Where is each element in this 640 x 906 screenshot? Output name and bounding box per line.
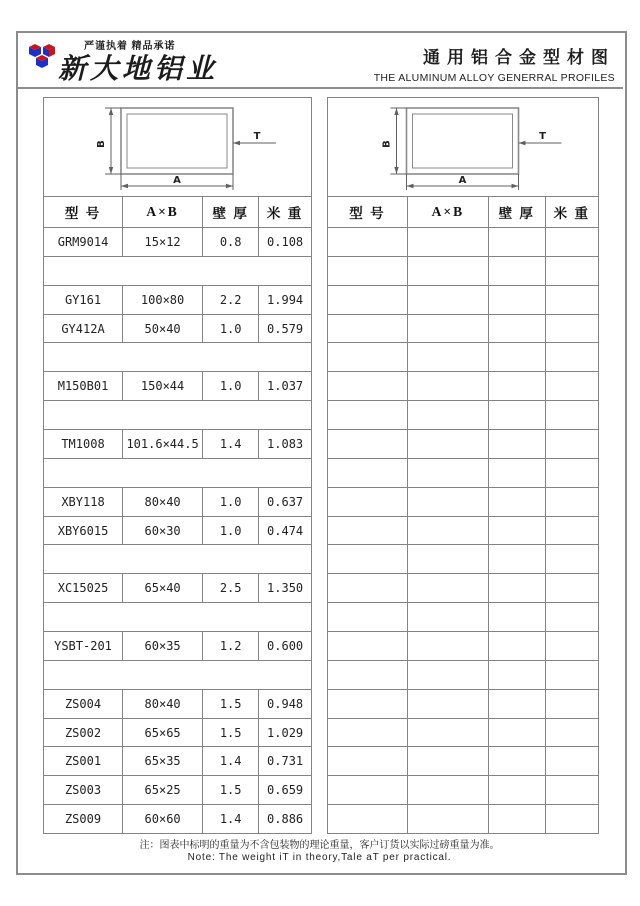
table-row-blank [44, 545, 311, 574]
logo-cube-3 [36, 55, 48, 68]
table-cell-weight [546, 661, 598, 689]
table-cell-axb: 60×60 [123, 805, 203, 833]
table-cell-axb [408, 459, 489, 487]
inner-profile-rect [413, 114, 513, 168]
table-cell-model [328, 315, 408, 343]
table-cell-model: XC15025 [44, 574, 123, 602]
table-row-empty [328, 459, 598, 488]
table-row-empty [328, 517, 598, 546]
table-cell-weight [546, 343, 598, 371]
table-cell-wall [489, 747, 546, 775]
table-cell-model [328, 459, 408, 487]
table-cell-weight: 0.108 [267, 234, 304, 249]
table-cell-wall: 1.2 [203, 632, 259, 660]
inner-profile-rect [127, 114, 227, 168]
table-row-empty [328, 430, 598, 459]
table-cell-wall [489, 776, 546, 804]
table-row-empty [328, 315, 598, 344]
column-header-axb: A×B [123, 197, 203, 227]
table-cell-weight [546, 372, 598, 400]
table-body [328, 228, 598, 833]
table-cell-wall [489, 315, 546, 343]
table-cell-weight: 1.037 [267, 379, 304, 394]
table-cell-wall [489, 257, 546, 285]
table-cell-wall: 2.5 [203, 574, 259, 602]
column-header-wall: 壁 厚 [203, 197, 259, 227]
table-row [44, 372, 311, 401]
table-cell-model [328, 661, 408, 689]
table-row-empty [328, 776, 598, 805]
table-cell-model: M150B01 [44, 372, 123, 400]
table-row [44, 574, 311, 603]
table-header-row [44, 197, 311, 228]
outer-profile-rect [407, 108, 519, 174]
table-cell-wall [489, 632, 546, 660]
table-cell-axb: 65×40 [123, 574, 203, 602]
table-cell-model [328, 228, 408, 256]
table-cell-weight: 0.659 [267, 783, 304, 798]
table-row-empty [328, 401, 598, 430]
table-row-empty [328, 719, 598, 748]
table-cell-axb: 65×65 [123, 719, 203, 747]
note-chinese: 注：图表中标明的重量为不含包装物的理论重量，客户订货以实际过磅重量为准。 [139, 840, 500, 851]
table-cell-weight [546, 719, 598, 747]
table-cell-weight: 1.083 [267, 436, 304, 451]
table-cell-weight [546, 257, 598, 285]
table-cell-axb [408, 719, 489, 747]
dim-label-a: A [173, 175, 181, 186]
table-cell-model [328, 286, 408, 314]
table-cell-wall: 1.5 [203, 690, 259, 718]
table-cell-model: XBY118 [44, 488, 123, 516]
table-cell-wall [489, 372, 546, 400]
table-row-empty [328, 574, 598, 603]
table-cell-model: ZS009 [44, 805, 123, 833]
table-cell-weight [546, 690, 598, 718]
table-cell-wall [489, 401, 546, 429]
table-row-empty [328, 228, 598, 257]
table-cell-weight [546, 574, 598, 602]
table-cell-axb: 80×40 [123, 488, 203, 516]
table-cell-weight [546, 603, 598, 631]
table-cell-weight: 0.637 [267, 494, 304, 509]
table-cell-weight [546, 545, 598, 573]
table-cell-wall: 1.4 [203, 747, 259, 775]
table-row-blank [44, 401, 311, 430]
table-cell-axb [408, 343, 489, 371]
table-cell-model [328, 401, 408, 429]
document-title-block [374, 43, 615, 84]
table-row-empty [328, 603, 598, 632]
table-row-blank [44, 343, 311, 372]
table-row-empty [328, 661, 598, 690]
table-cell-model [328, 372, 408, 400]
note-english: Note: The weight iT in theory,Tale aT per practical. [187, 852, 452, 863]
table-cell-axb: 101.6×44.5 [123, 430, 203, 458]
table-cell-model: ZS004 [44, 690, 123, 718]
dim-height-b [105, 108, 121, 174]
table-cell-weight: 0.731 [267, 754, 304, 769]
table-row-empty [328, 343, 598, 372]
table-row [44, 776, 311, 805]
table-cell-weight [546, 459, 598, 487]
table-cell-weight: 0.948 [267, 696, 304, 711]
table-cell-weight: 1.994 [267, 292, 304, 307]
table-cell-model [328, 747, 408, 775]
table-cell-axb: 65×35 [123, 747, 203, 775]
table-cell-axb [408, 401, 489, 429]
table-cell-model [328, 776, 408, 804]
table-cell-axb [408, 603, 489, 631]
table-row-empty [328, 488, 598, 517]
table-row-blank [44, 661, 311, 690]
table-cell-model: GY412A [44, 315, 123, 343]
table-row [44, 805, 311, 833]
table-cell-axb [408, 776, 489, 804]
column-header-model: 型 号 [328, 197, 408, 227]
table-cell-model: ZS001 [44, 747, 123, 775]
table-cell-wall: 1.0 [203, 517, 259, 545]
table-cell-wall: 1.0 [203, 372, 259, 400]
table-cell-axb [408, 517, 489, 545]
table-row [44, 747, 311, 776]
table-cell-model [328, 805, 408, 833]
table-cell-model: YSBT-201 [44, 632, 123, 660]
table-cell-axb [408, 372, 489, 400]
table-cell-model [328, 257, 408, 285]
table-cell-weight: 0.600 [267, 638, 304, 653]
table-cell-wall [489, 805, 546, 833]
table-cell-wall: 1.5 [203, 776, 259, 804]
table-row-empty [328, 632, 598, 661]
table-cell-weight [546, 401, 598, 429]
table-cell-weight [546, 747, 598, 775]
table-cell-model: ZS002 [44, 719, 123, 747]
table-cell-weight [546, 430, 598, 458]
rect-tube-diagram [44, 98, 311, 196]
table-cell-wall [489, 430, 546, 458]
table-cell-axb [408, 690, 489, 718]
header-band [16, 31, 623, 89]
table-row-blank [44, 603, 311, 632]
column-header-model: 型 号 [44, 197, 123, 227]
table-cell-weight [546, 632, 598, 660]
table-row [44, 517, 311, 546]
table-cell-axb [408, 661, 489, 689]
table-cell-wall [489, 719, 546, 747]
table-cell-wall [489, 459, 546, 487]
logo-cube-2 [43, 44, 55, 57]
table-cell-wall [489, 690, 546, 718]
table-cell-wall [489, 286, 546, 314]
table-row [44, 488, 311, 517]
table-cell-axb [408, 488, 489, 516]
table-cell-axb [408, 545, 489, 573]
table-cell-wall: 1.4 [203, 805, 259, 833]
table-cell-weight: 0.474 [267, 523, 304, 538]
table-cell-axb [408, 228, 489, 256]
table-cell-model [328, 517, 408, 545]
table-cell-weight [546, 488, 598, 516]
dim-label-t: T [539, 131, 546, 142]
table-cell-weight: 0.886 [267, 812, 304, 827]
table-cell-wall [489, 603, 546, 631]
table-cell-wall: 2.2 [203, 286, 259, 314]
table-cell-axb: 60×35 [123, 632, 203, 660]
rect-tube-diagram [328, 98, 598, 196]
table-cell-wall: 1.0 [203, 488, 259, 516]
table-cell-model [328, 603, 408, 631]
table-cell-model: GY161 [44, 286, 123, 314]
table-cell-wall: 1.4 [203, 430, 259, 458]
table-cell-axb [408, 574, 489, 602]
table-row [44, 690, 311, 719]
table-cell-axb: 60×30 [123, 517, 203, 545]
table-cell-wall: 1.0 [203, 315, 259, 343]
table-cell-weight [546, 315, 598, 343]
column-header-wall: 壁 厚 [489, 197, 546, 227]
table-cell-model [328, 545, 408, 573]
table-row-empty [328, 545, 598, 574]
table-row-empty [328, 372, 598, 401]
page-subtitle: THE ALUMINUM ALLOY GENERRAL PROFILES [373, 72, 615, 84]
table-cell-axb [408, 257, 489, 285]
table-cell-wall [489, 488, 546, 516]
table-cell-axb [408, 315, 489, 343]
profiles-table-left [43, 97, 312, 834]
table-cell-wall [489, 574, 546, 602]
table-cell-model: TM1008 [44, 430, 123, 458]
table-row-empty [328, 257, 598, 286]
table-cell-wall [489, 228, 546, 256]
table-row-empty [328, 747, 598, 776]
table-row [44, 719, 311, 748]
table-cell-weight [546, 517, 598, 545]
table-cell-axb: 100×80 [123, 286, 203, 314]
table-row-empty [328, 805, 598, 833]
table-row-empty [328, 286, 598, 315]
table-cell-model [328, 632, 408, 660]
column-header-weight: 米 重 [266, 206, 304, 221]
profiles-table-right [327, 97, 599, 834]
profile-section-diagram [44, 98, 311, 197]
table-cell-weight [546, 228, 598, 256]
table-cell-model [328, 574, 408, 602]
table-cell-axb: 150×44 [123, 372, 203, 400]
table-cell-model [328, 488, 408, 516]
table-cell-weight: 1.350 [267, 581, 304, 596]
table-row-blank [44, 459, 311, 488]
table-cell-axb: 50×40 [123, 315, 203, 343]
page-title: 通用铝合金型材图 [423, 48, 615, 67]
table-cell-wall [489, 517, 546, 545]
table-cell-wall [489, 343, 546, 371]
table-cell-axb: 80×40 [123, 690, 203, 718]
table-body [44, 228, 311, 833]
company-name: 新大地铝业 [58, 54, 219, 85]
column-header-axb: A×B [408, 197, 489, 227]
table-row-empty [328, 690, 598, 719]
dim-height-b [391, 108, 407, 174]
table-cell-wall: 1.5 [203, 719, 259, 747]
profile-section-diagram [328, 98, 598, 197]
company-logo-icon [24, 42, 60, 74]
dim-label-t: T [253, 131, 261, 142]
table-cell-wall: 0.8 [203, 228, 259, 256]
logo-cube-1 [29, 44, 41, 57]
table-cell-axb [408, 632, 489, 660]
table-cell-axb: 15×12 [123, 228, 203, 256]
table-row [44, 430, 311, 459]
table-cell-wall [489, 545, 546, 573]
column-header-weight: 米 重 [553, 206, 590, 221]
table-row-blank [44, 257, 311, 286]
table-cell-axb [408, 747, 489, 775]
table-cell-weight [546, 286, 598, 314]
table-row [44, 228, 311, 257]
table-cell-model: GRM9014 [44, 228, 123, 256]
table-cell-model [328, 430, 408, 458]
dim-label-b: B [96, 140, 107, 148]
table-cell-model [328, 719, 408, 747]
table-cell-weight [546, 776, 598, 804]
dim-label-a: A [458, 175, 467, 186]
table-cell-weight [546, 805, 598, 833]
table-cell-axb [408, 430, 489, 458]
table-cell-wall [489, 661, 546, 689]
table-cell-axb: 65×25 [123, 776, 203, 804]
table-row [44, 632, 311, 661]
table-row [44, 286, 311, 315]
table-cell-axb [408, 805, 489, 833]
company-slogan: 严谨执着 精品承诺 [84, 41, 176, 52]
dim-label-b: B [381, 140, 393, 148]
table-cell-weight: 1.029 [267, 725, 304, 740]
table-header-row [328, 197, 598, 228]
table-cell-model [328, 690, 408, 718]
table-cell-axb [408, 286, 489, 314]
outer-profile-rect [121, 108, 233, 174]
table-cell-model: XBY6015 [44, 517, 123, 545]
table-row [44, 315, 311, 344]
footer-notes [16, 840, 623, 864]
table-cell-model [328, 343, 408, 371]
table-cell-weight: 0.579 [267, 321, 304, 336]
table-cell-model: ZS003 [44, 776, 123, 804]
